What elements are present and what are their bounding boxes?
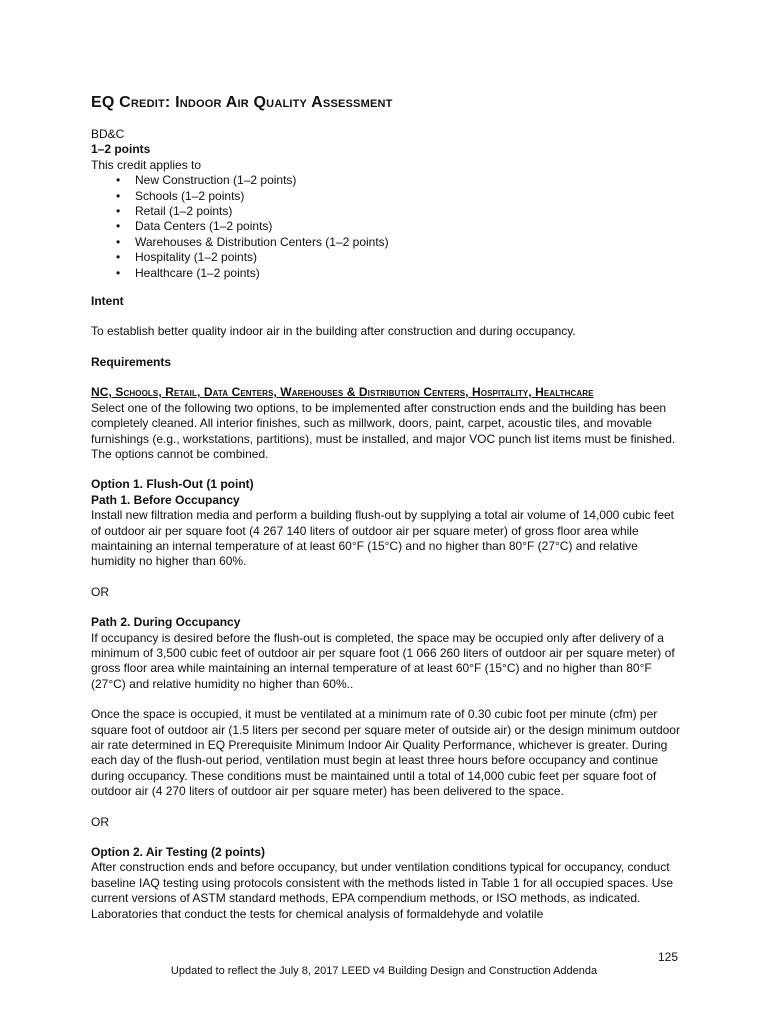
requirements-subhead: NC, Schools, Retail, Data Centers, Warehouses & Distribution Centers, Hospitality, Healthcare	[91, 385, 594, 400]
option2-text: After construction ends and before occupancy, but under ventilation conditions typical for occupancy, conduct baseline IAQ testing using protocols consistent with the methods listed in Table 1 for all occupied spaces. Use current versions of ASTM standard methods, EPA compendium methods, or ISO methods, as indicated. Laboratories that conduct the tests for chemical analysis of formaldehyde and volatile	[91, 860, 674, 921]
list-item: • Hospitality (1–2 points)	[116, 250, 258, 265]
list-item: • Warehouses & Distribution Centers (1–2 points)	[116, 234, 389, 249]
applies-list	[91, 173, 683, 281]
or-separator: OR	[91, 584, 109, 599]
bullet-icon: •	[116, 234, 121, 249]
path2-text-1: If occupancy is desired before the flush-out is completed, the space may be occupied only after delivery of a minimum of 3,500 cubic feet of outdoor air per square foot (1 066 260 liters of outdoor air per square meter) of gross floor area while maintaining an internal temperature of at least 60°F (15°C) and no higher than 80°F (27°C) and relative humidity no higher than 60%..	[91, 630, 675, 691]
rating-system: BD&C	[91, 127, 125, 141]
list-item: • New Construction (1–2 points)	[116, 173, 297, 188]
bullet-icon: •	[116, 204, 121, 219]
option2-heading: Option 2. Air Testing (2 points)	[91, 845, 265, 860]
requirements-heading: Requirements	[91, 354, 172, 369]
path1-heading: Path 1. Before Occupancy	[91, 492, 240, 507]
page-footer: Updated to reflect the July 8, 2017 LEED v4 Building Design and Construction Addenda	[170, 965, 598, 977]
list-item: • Data Centers (1–2 points)	[116, 219, 273, 234]
list-item: • Retail (1–2 points)	[116, 204, 233, 219]
page-number: 125	[657, 950, 678, 964]
page-title: EQ Credit: Indoor Air Quality Assessment	[91, 94, 393, 111]
bullet-icon: •	[116, 219, 121, 234]
or-separator: OR	[91, 814, 109, 829]
applies-intro: This credit applies to	[91, 157, 202, 172]
option1-heading: Option 1. Flush-Out (1 point)	[91, 477, 254, 492]
list-item: • Schools (1–2 points)	[116, 188, 245, 203]
list-item: • Healthcare (1–2 points)	[116, 265, 260, 280]
intent-heading: Intent	[91, 294, 124, 309]
bullet-icon: •	[116, 173, 121, 188]
bullet-icon: •	[116, 250, 121, 265]
points-label: 1–2 points	[91, 142, 151, 157]
bullet-icon: •	[116, 265, 121, 280]
requirements-text: Select one of the following two options, to be implemented after construction ends and the building has been completely cleaned. All interior finishes, such as millwork, doors, paint, carpet, acoustic tiles, and movable furnishings (e.g., workstations, partitions), must be installed, and major VOC punch list items must be finished. The options cannot be combined.	[91, 400, 676, 461]
bullet-icon: •	[116, 188, 121, 203]
path2-heading: Path 2. During Occupancy	[91, 615, 241, 630]
intent-text: To establish better quality indoor air in the building after construction and during occupancy.	[91, 324, 576, 339]
document-page	[91, 93, 683, 922]
path2-text-2: Once the space is occupied, it must be ventilated at a minimum rate of 0.30 cubic foot per minute (cfm) per square foot of outdoor air (1.5 liters per second per square meter of outside air) or the design minimum outdoor air rate determined in EQ Prerequisite Minimum Indoor Air Quality Performance, whichever is greater. During each day of the flush-out period, ventilation must begin at least three hours before occupancy and continue during occupancy. These conditions must be maintained until a total of 14,000 cubic feet per square foot of outdoor air (4 270 liters of outdoor air per square meter) has been delivered to the space.	[91, 707, 680, 799]
path1-text: Install new filtration media and perform a building flush-out by supplying a total air volume of 14,000 cubic feet of outdoor air per square foot (4 267 140 liters of outdoor air per square meter) of gross floor area while maintaining an internal temperature of at least 60°F (15°C) and no higher than 80°F (27°C) and relative humidity no higher than 60%.	[91, 508, 674, 569]
